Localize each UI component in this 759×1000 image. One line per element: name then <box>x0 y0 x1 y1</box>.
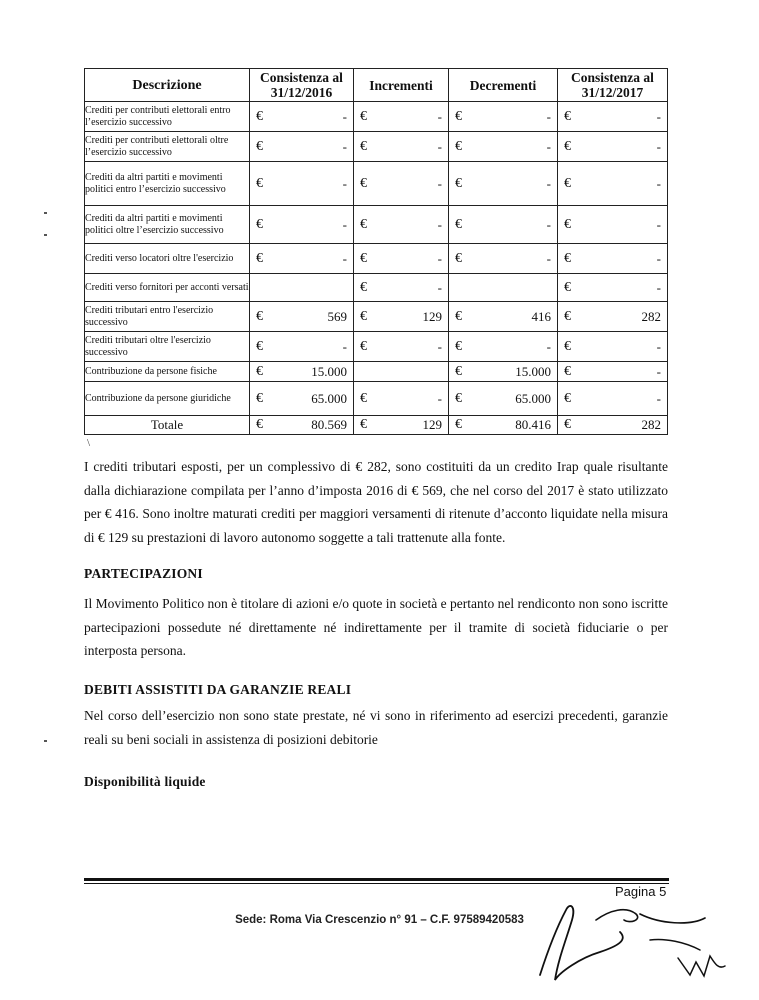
cell-decreases <box>449 382 558 416</box>
row-description: Crediti tributari entro l'esercizio successivo <box>85 302 250 332</box>
header-opening-balance <box>250 69 354 102</box>
cell-value: 282 <box>641 417 661 432</box>
row-description: Crediti da altri partiti e movimenti politici entro l’esercizio successivo <box>85 162 250 206</box>
cell-opening <box>250 416 354 435</box>
cell-closing <box>558 416 668 435</box>
euro-symbol: € <box>564 417 571 432</box>
euro-symbol: € <box>455 250 462 266</box>
euro-symbol: € <box>455 175 462 191</box>
cell-increases <box>354 274 449 302</box>
euro-symbol: € <box>256 363 263 379</box>
cell-decreases <box>449 274 558 302</box>
header-increases: Incrementi <box>354 69 449 102</box>
stray-mark: \ <box>87 437 91 449</box>
cell-closing <box>558 382 668 416</box>
margin-speck <box>44 212 47 214</box>
row-description: Contribuzione da persone giuridiche <box>85 382 250 416</box>
cell-increases <box>354 244 449 274</box>
cell-increases <box>354 416 449 435</box>
euro-symbol: € <box>564 250 571 266</box>
euro-symbol: € <box>256 390 263 406</box>
paragraph-tax-credits: I crediti tributari esposti, per un complessivo di € 282, sono costituiti da un credito Irap quale risultante dalla dichiarazione compilata per l’anno d’imposta 2016 di € 569, che nel corso del 2017 è stato utilizzato per € 416. Sono inoltre maturati crediti per maggiori versamenti di ritenute d’acconto liquidate nella misura di € 129 su prestazioni di lavoro autonomo soggette a tali trattenute alla fonte. <box>84 459 668 545</box>
euro-symbol: € <box>256 308 263 324</box>
euro-symbol: € <box>360 175 367 191</box>
cell-opening <box>250 244 354 274</box>
cell-opening <box>250 132 354 162</box>
footer-address: Sede: Roma Via Crescenzio n° 91 – C.F. 97589420583 <box>235 914 524 926</box>
cell-value: - <box>656 390 661 406</box>
euro-symbol: € <box>256 250 263 266</box>
cell-value: - <box>656 363 661 379</box>
cell-increases <box>354 132 449 162</box>
cell-opening <box>250 302 354 332</box>
cell-decreases <box>449 132 558 162</box>
euro-symbol: € <box>455 363 462 379</box>
heading-cash: Disponibilità liquide <box>84 774 206 789</box>
cell-increases <box>354 102 449 132</box>
cell-value: - <box>546 338 551 354</box>
cell-decreases <box>449 332 558 362</box>
euro-symbol: € <box>455 390 462 406</box>
cell-value: - <box>546 250 551 266</box>
euro-symbol: € <box>564 175 571 191</box>
cell-value: - <box>437 175 442 191</box>
euro-symbol: € <box>564 308 571 324</box>
header-opening-line2: 31/12/2016 <box>270 85 333 100</box>
row-description: Crediti verso fornitori per acconti versati <box>85 274 250 302</box>
header-description: Descrizione <box>85 69 250 102</box>
cell-value: 129 <box>422 417 442 432</box>
cell-value: - <box>437 216 442 232</box>
euro-symbol: € <box>564 108 571 124</box>
heading-secured-debts: DEBITI ASSISTITI DA GARANZIE REALI <box>84 682 352 697</box>
euro-symbol: € <box>564 216 571 232</box>
cell-opening <box>250 332 354 362</box>
cell-opening <box>250 162 354 206</box>
cell-value: 416 <box>531 308 551 324</box>
cell-value: - <box>342 250 347 266</box>
table-row <box>85 132 668 162</box>
euro-symbol: € <box>564 138 571 154</box>
euro-symbol: € <box>360 216 367 232</box>
row-description: Crediti da altri partiti e movimenti politici oltre l’esercizio successivo <box>85 206 250 244</box>
header-decreases: Decrementi <box>449 69 558 102</box>
table-row <box>85 102 668 132</box>
cell-value: - <box>546 175 551 191</box>
cell-value: - <box>342 338 347 354</box>
cell-value: - <box>437 338 442 354</box>
table-row <box>85 244 668 274</box>
cell-value: - <box>546 216 551 232</box>
cell-closing <box>558 102 668 132</box>
table-body <box>85 102 668 435</box>
euro-symbol: € <box>256 175 263 191</box>
cell-closing <box>558 362 668 382</box>
row-description: Crediti per contributi elettorali oltre l’esercizio successivo <box>85 132 250 162</box>
euro-symbol: € <box>455 417 462 432</box>
cell-opening <box>250 274 354 302</box>
cell-value: - <box>656 175 661 191</box>
cell-closing <box>558 332 668 362</box>
cell-decreases <box>449 244 558 274</box>
cell-value: - <box>656 216 661 232</box>
cell-opening <box>250 102 354 132</box>
euro-symbol: € <box>360 338 367 354</box>
cell-value: 80.569 <box>311 417 347 432</box>
cell-value: - <box>437 138 442 154</box>
cell-increases <box>354 332 449 362</box>
euro-symbol: € <box>360 308 367 324</box>
table-header-row <box>85 69 668 102</box>
cell-value: - <box>656 108 661 124</box>
euro-symbol: € <box>360 417 367 432</box>
cell-value: - <box>546 108 551 124</box>
row-description: Contribuzione da persone fisiche <box>85 362 250 382</box>
cell-value: - <box>656 279 661 295</box>
cell-closing <box>558 244 668 274</box>
euro-symbol: € <box>564 338 571 354</box>
cell-value: - <box>342 108 347 124</box>
cell-decreases <box>449 362 558 382</box>
header-closing-balance <box>558 69 668 102</box>
cell-decreases <box>449 206 558 244</box>
row-description: Crediti verso locatori oltre l'esercizio <box>85 244 250 274</box>
euro-symbol: € <box>256 417 263 432</box>
table-row <box>85 274 668 302</box>
cell-value: 129 <box>422 308 442 324</box>
cell-value: - <box>342 216 347 232</box>
heading-participations: PARTECIPAZIONI <box>84 566 203 581</box>
table-row <box>85 362 668 382</box>
header-closing-line2: 31/12/2017 <box>581 85 644 100</box>
cell-value: - <box>342 175 347 191</box>
cell-closing <box>558 302 668 332</box>
cell-opening <box>250 362 354 382</box>
euro-symbol: € <box>564 363 571 379</box>
cell-value: 65.000 <box>311 390 347 406</box>
cell-value: - <box>437 279 442 295</box>
cell-value: 15.000 <box>515 363 551 379</box>
euro-symbol: € <box>256 138 263 154</box>
cell-increases <box>354 206 449 244</box>
euro-symbol: € <box>564 390 571 406</box>
cell-value: - <box>437 108 442 124</box>
euro-symbol: € <box>455 338 462 354</box>
cell-value: 282 <box>641 308 661 324</box>
table-row <box>85 302 668 332</box>
margin-speck <box>44 740 47 742</box>
euro-symbol: € <box>360 138 367 154</box>
table-row <box>85 382 668 416</box>
cell-closing <box>558 206 668 244</box>
cell-increases <box>354 362 449 382</box>
cell-value: - <box>656 138 661 154</box>
cell-decreases <box>449 162 558 206</box>
handwritten-signature <box>500 880 740 990</box>
cell-closing <box>558 162 668 206</box>
cell-value: 569 <box>327 308 347 324</box>
euro-symbol: € <box>256 108 263 124</box>
credits-table <box>84 68 668 435</box>
margin-speck <box>44 234 47 236</box>
row-description: Totale <box>85 416 250 435</box>
euro-symbol: € <box>564 279 571 295</box>
cell-opening <box>250 382 354 416</box>
euro-symbol: € <box>455 216 462 232</box>
euro-symbol: € <box>360 390 367 406</box>
euro-symbol: € <box>455 138 462 154</box>
page-number: Pagina 5 <box>615 884 667 899</box>
euro-symbol: € <box>360 279 367 295</box>
header-closing-line1: Consistenza al <box>571 70 654 85</box>
table-row <box>85 332 668 362</box>
cell-value: - <box>546 138 551 154</box>
table-row <box>85 206 668 244</box>
cell-value: 65.000 <box>515 390 551 406</box>
cell-value: - <box>656 250 661 266</box>
header-opening-line1: Consistenza al <box>260 70 343 85</box>
cell-increases <box>354 162 449 206</box>
euro-symbol: € <box>256 338 263 354</box>
cell-value: - <box>437 390 442 406</box>
cell-value: - <box>437 250 442 266</box>
paragraph-secured-debts: Nel corso dell’esercizio non sono state prestate, né vi sono in riferimento ad esercizi precedenti, garanzie reali su beni sociali in assistenza di posizioni debitorie <box>84 708 668 747</box>
cell-value: 15.000 <box>311 363 347 379</box>
row-description: Crediti per contributi elettorali entro l’esercizio successivo <box>85 102 250 132</box>
cell-decreases <box>449 102 558 132</box>
euro-symbol: € <box>256 216 263 232</box>
cell-closing <box>558 274 668 302</box>
euro-symbol: € <box>360 250 367 266</box>
cell-opening <box>250 206 354 244</box>
cell-increases <box>354 302 449 332</box>
euro-symbol: € <box>455 108 462 124</box>
cell-value: - <box>656 338 661 354</box>
cell-value: - <box>342 138 347 154</box>
euro-symbol: € <box>455 308 462 324</box>
row-description: Crediti tributari oltre l'esercizio successivo <box>85 332 250 362</box>
cell-closing <box>558 132 668 162</box>
euro-symbol: € <box>360 108 367 124</box>
cell-value: 80.416 <box>515 417 551 432</box>
cell-increases <box>354 382 449 416</box>
table-row <box>85 162 668 206</box>
cell-decreases <box>449 416 558 435</box>
cell-decreases <box>449 302 558 332</box>
total-row <box>85 416 668 435</box>
paragraph-participations: Il Movimento Politico non è titolare di azioni e/o quote in società e pertanto nel rendiconto non sono iscritte partecipazioni possedute né direttamente né indirettamente per il tramite di società fiduciarie o per interposta persona. <box>84 596 668 658</box>
